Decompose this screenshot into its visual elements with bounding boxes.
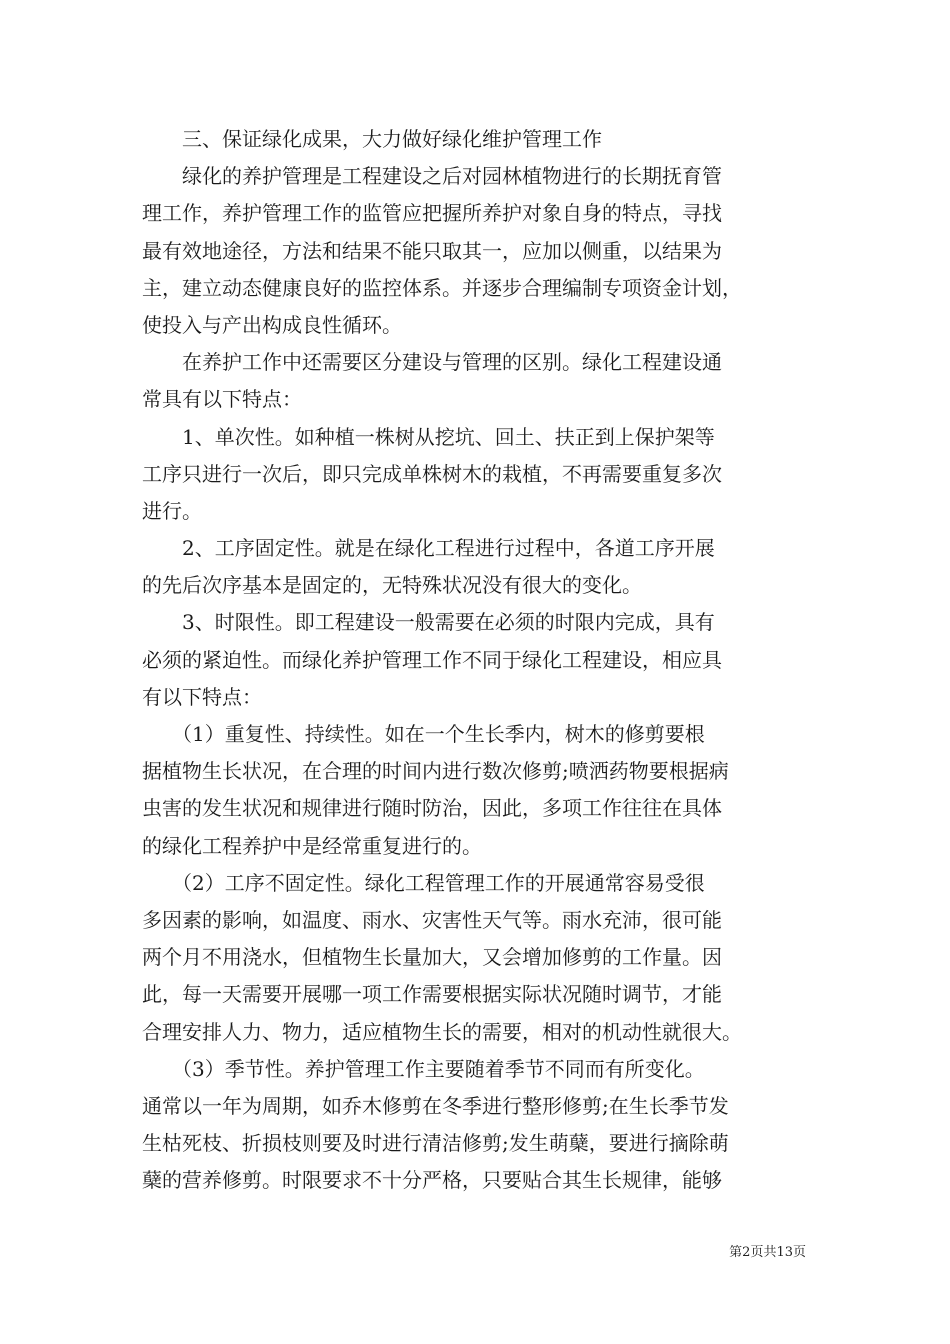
- text-line: 绿化的养护管理是工程建设之后对园林植物进行的长期抚育管: [142, 164, 722, 189]
- text-line: （3）季节性。养护管理工作主要随着季节不同而有所变化。: [142, 1056, 705, 1081]
- text-line: 的绿化工程养护中是经常重复进行的。: [142, 833, 482, 858]
- text-line: 生枯死枝、折损枝则要及时进行清洁修剪;发生萌蘖，要进行摘除萌: [142, 1131, 729, 1156]
- text-line: 常具有以下特点：: [142, 387, 302, 412]
- text-line: 主，建立动态健康良好的监控体系。并逐步合理编制专项资金计划，: [142, 275, 742, 300]
- text-line: 多因素的影响，如温度、雨水、灾害性天气等。雨水充沛，很可能: [142, 907, 722, 932]
- body-text: [142, 121, 818, 1199]
- text-line: 工序只进行一次后，即只完成单株树木的栽植，不再需要重复多次: [142, 461, 722, 486]
- text-line: 3、时限性。即工程建设一般需要在必须的时限内完成，具有: [142, 610, 715, 635]
- text-line: （1）重复性、持续性。如在一个生长季内，树木的修剪要根: [142, 722, 705, 746]
- text-line: 理工作，养护管理工作的监管应把握所养护对象自身的特点，寻找: [142, 201, 722, 226]
- text-line: 必须的紧迫性。而绿化养护管理工作不同于绿化工程建设，相应具: [142, 647, 722, 672]
- text-line: 有以下特点：: [142, 684, 262, 709]
- text-line: 虫害的发生状况和规律进行随时防治，因此，多项工作往往在具体: [142, 796, 722, 821]
- text-line: 最有效地途径，方法和结果不能只取其一，应加以侧重，以结果为: [142, 238, 722, 263]
- text-line: （2）工序不固定性。绿化工程管理工作的开展通常容易受很: [142, 870, 705, 895]
- section-heading: 三、保证绿化成果，大力做好绿化维护管理工作: [142, 127, 602, 151]
- text-line: 合理安排人力、物力，适应植物生长的需要，相对的机动性就很大。: [142, 1019, 742, 1044]
- text-line: 此，每一天需要开展哪一项工作需要根据实际状况随时调节，才能: [142, 982, 722, 1007]
- text-line: 的先后次序基本是固定的，无特殊状况没有很大的变化。: [142, 573, 642, 598]
- text-line: 1、单次性。如种植一株树从挖坑、回土、扶正到上保护架等: [142, 424, 715, 449]
- text-line: 在养护工作中还需要区分建设与管理的区别。绿化工程建设通: [142, 350, 722, 375]
- text-line: 两个月不用浇水，但植物生长量加大，又会增加修剪的工作量。因: [142, 945, 722, 970]
- text-line: 据植物生长状况，在合理的时间内进行数次修剪;喷洒药物要根据病: [142, 759, 729, 784]
- page-number: 第2页共13页: [729, 1245, 806, 1260]
- text-line: 蘖的营养修剪。时限要求不十分严格，只要贴合其生长规律，能够: [142, 1168, 722, 1193]
- text-line: 2、工序固定性。就是在绿化工程进行过程中，各道工序开展: [142, 536, 715, 561]
- text-line: 通常以一年为周期，如乔木修剪在冬季进行整形修剪;在生长季节发: [142, 1093, 729, 1118]
- text-line: 进行。: [142, 498, 202, 523]
- text-line: 使投入与产出构成良性循环。: [142, 312, 402, 337]
